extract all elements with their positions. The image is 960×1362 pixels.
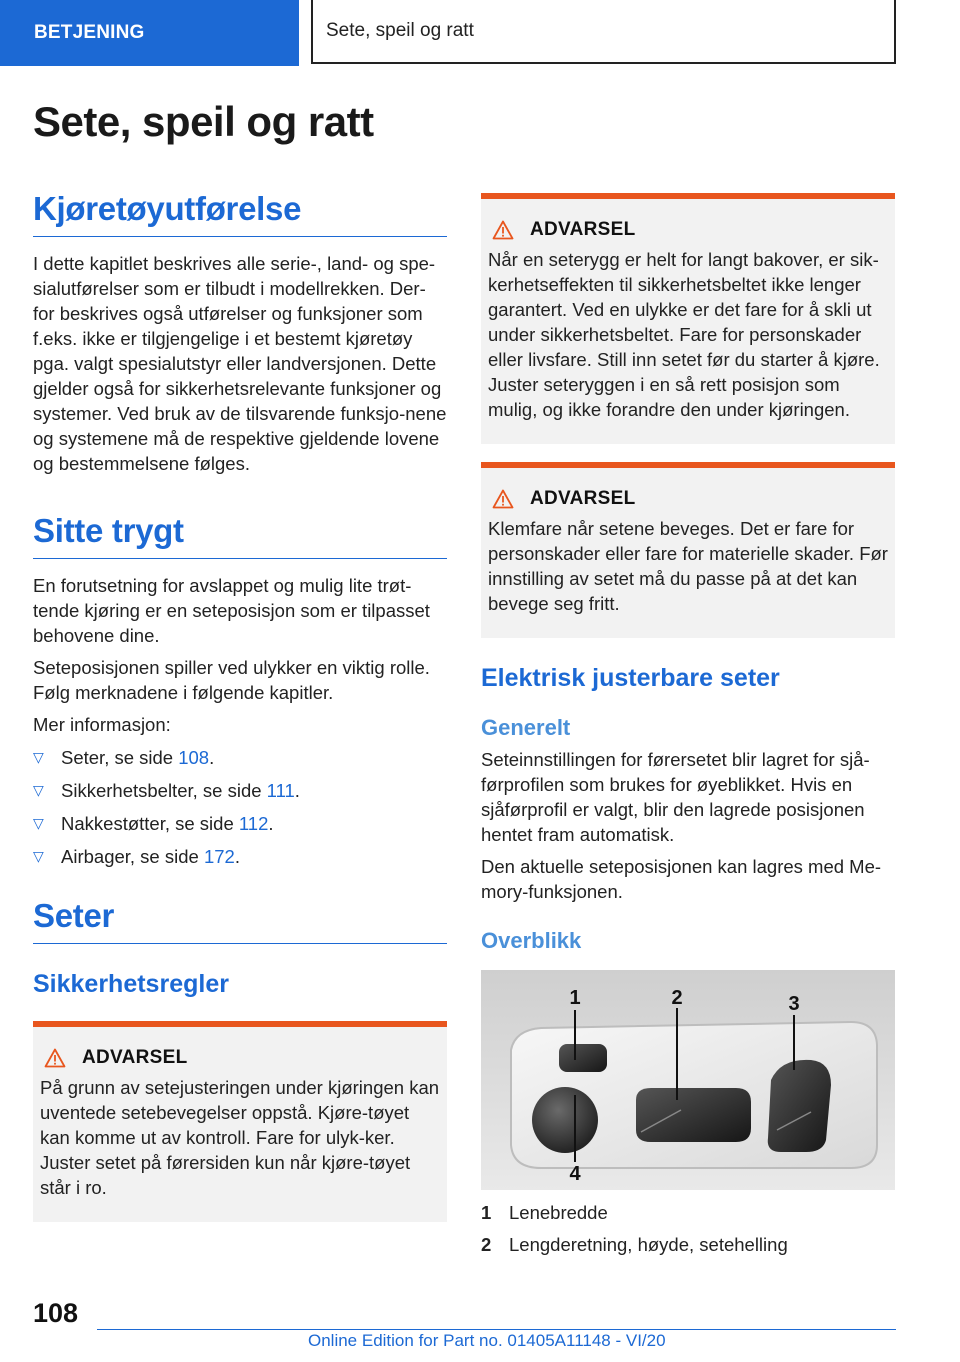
warning-text: På grunn av setejusteringen under kjøringen kan uventede setebevegelser oppstå. Kjøre-tøyet kan komme ut av kontroll. Fare for ulyk-ker. Juster setet på førersiden kun når kjøre-tøyet står i ro. [40,1077,440,1198]
more-info-list [33,745,447,869]
page-link-112[interactable]: 112 [238,813,269,834]
sitte-paragraph-2: Seteposisjonen spiller ved ulykker en viktig rolle. Følg merknadene i følgende kapitler. [33,657,430,703]
warning-label: ADVARSEL [530,219,636,240]
page-link-108[interactable]: 108 [178,747,210,768]
callout-4: 4 [569,1163,581,1185]
header-section-tab [0,0,299,66]
list-item: ▽ Seter, se side 108. [33,747,215,768]
legend-item: 1 Lenebredde [481,1202,608,1223]
warning-label: ADVARSEL [530,488,636,509]
warning-box [33,1021,447,1222]
heading-sitte-trygt: Sitte trygt [33,512,447,559]
warning-triangle-icon [492,489,514,509]
heading-sikkerhetsregler: Sikkerhetsregler [33,970,229,998]
triangle-bullet-icon: ▽ [33,815,44,831]
photo-legend [481,1200,895,1257]
generelt-paragraph-2: Den aktuelle seteposisjonen kan lagres med Me-mory-funksjonen. [481,856,882,902]
warning-triangle-icon [492,220,514,240]
left-column [33,190,447,1222]
triangle-bullet-icon: ▽ [33,848,44,864]
header-chapter-tab [311,0,896,64]
footer-divider [97,1329,896,1330]
warning-text: Klemfare når setene beveges. Det er fare for personskader eller fare for materielle skader. Før innstilling av setet må du passe på at det kan bevege seg fritt. [488,518,888,614]
callout-3: 3 [788,993,800,1015]
page-link-172[interactable]: 172 [203,846,235,867]
warning-box [481,193,895,444]
kjoretoy-paragraph: I dette kapitlet beskrives alle serie-, land- og spe-sialutførelser som er tilbudt i modellrekken. Der-for beskrives også utførelser og funksjoner som f.eks. ikke er tilgjengelige i et bestemt kjøretøy pga. valgt spesialutstyr eller landversjonen. Dette gjelder også for sikkerhetsrelevante funksjoner og systemer. Ved bruk av de tilsvarende funksjo-nene og systemene må de respektive gjeldende lovene og bestemmelsene følges. [33,253,447,474]
warning-text: Når en seterygg er helt for langt bakover, er sik-kerhetseffekten til sikkerhetsbeltet ikke lenger garantert. Ved en ulykke er det fare for å skli ut under sikkerhetsbeltet. Fare for personskader eller livsfare. Still inn setet før du starter å kjøre. Juster seteryggen i en så rett posisjon som mulig, og ikke forandre den under kjøringen. [488,249,880,420]
heading-generelt: Generelt [481,715,571,740]
header-chapter-label: Sete, speil og ratt [326,20,474,41]
header-section-label: BETJENING [34,22,145,43]
warning-label: ADVARSEL [82,1047,188,1068]
seat-controls-photo [481,970,895,1190]
right-column [481,193,895,1264]
callout-1: 1 [569,987,581,1009]
heading-kjoretoyutforelse: Kjøretøyutførelse [33,190,447,237]
callout-2: 2 [671,987,683,1009]
triangle-bullet-icon: ▽ [33,782,44,798]
list-item: ▽ Sikkerhetsbelter, se side 111. [33,780,300,801]
warning-triangle-icon [44,1048,66,1068]
page-link-111[interactable]: 111 [266,780,295,801]
list-item: ▽ Airbager, se side 172. [33,846,240,867]
generelt-paragraph-1: Seteinnstillingen for førersetet blir lagret for sjå-førprofilen som brukes for øyeblikket. Hvis en sjåførprofil er valgt, blir den lagrede posisjonen hentet fram automatisk. [481,749,870,845]
heading-overblikk: Overblikk [481,928,582,953]
sitte-paragraph-1: En forutsetning for avslappet og mulig lite trøt-tende kjøring er en seteposisjon som er tilpasset behovene dine. [33,575,430,646]
page-title: Sete, speil og ratt [33,98,374,145]
heading-elektrisk-justerbare-seter: Elektrisk justerbare seter [481,664,780,692]
footer-edition: Online Edition for Part no. 01405A11148 - VI/20 [308,1331,666,1350]
triangle-bullet-icon: ▽ [33,749,44,765]
heading-seter: Seter [33,897,447,944]
list-item: ▽ Nakkestøtter, se side 112. [33,813,274,834]
page-number: 108 [33,1298,79,1328]
sitte-paragraph-3: Mer informasjon: [33,714,171,735]
warning-box [481,462,895,638]
legend-item: 2 Lengderetning, høyde, setehelling [481,1234,788,1255]
